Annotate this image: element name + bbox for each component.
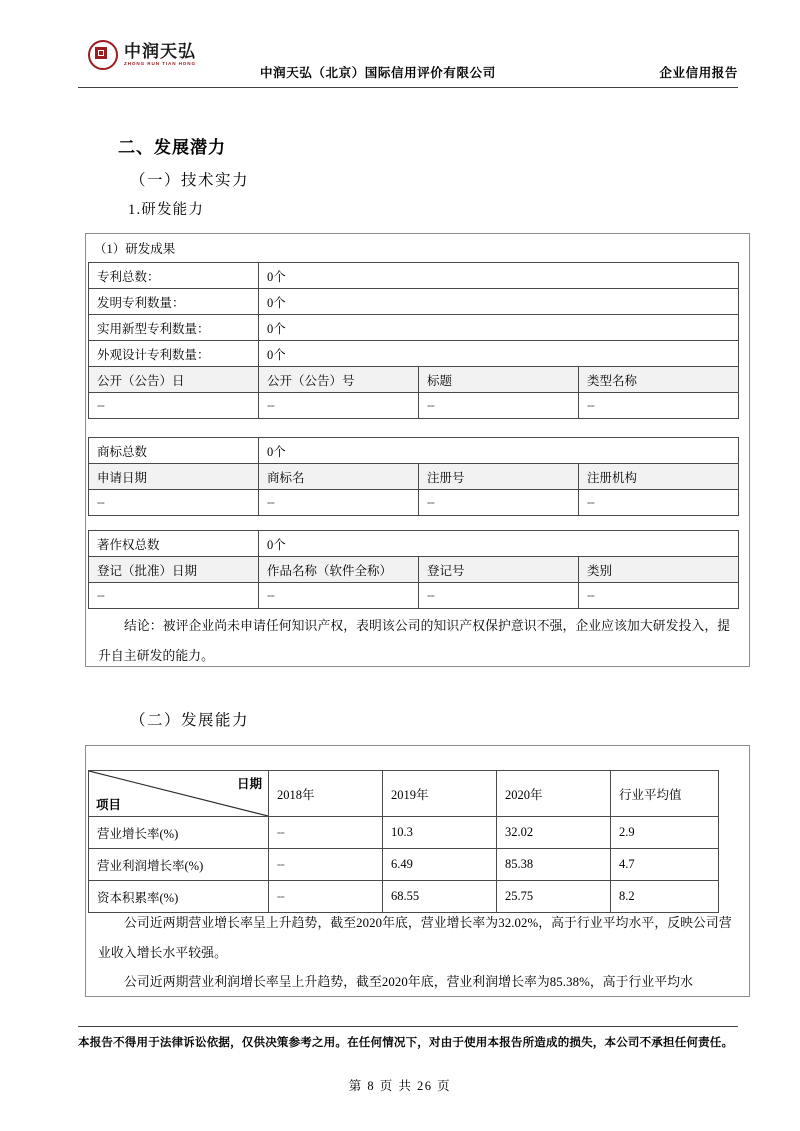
growth-capital-average: 8.2 [611, 881, 719, 913]
table-header-row [89, 771, 719, 817]
copyright-cell-category: -- [579, 583, 739, 609]
design-patent-label: 外观设计专利数量： [89, 341, 259, 367]
table-row [89, 438, 739, 464]
header-company-name: 中润天弘（北京）国际信用评价有限公司 [260, 66, 496, 80]
growth-corner-cell [89, 771, 269, 817]
seal-icon [88, 40, 118, 70]
table-row [89, 583, 739, 609]
trademark-cell-regagency: -- [579, 490, 739, 516]
patent-cell-title: -- [419, 393, 579, 419]
copyright-cell-regdate: -- [89, 583, 259, 609]
table-header-row [89, 367, 739, 393]
subsection-heading-growth: （二）发展能力 [130, 712, 250, 729]
trademark-col-regagency: 注册机构 [579, 464, 739, 490]
patent-col-pubdate: 公开（公告）日 [89, 367, 259, 393]
growth-row-capital-label: 资本积累率(%) [89, 881, 269, 913]
copyright-table [88, 530, 739, 609]
table-row [89, 817, 719, 849]
table-row [89, 393, 739, 419]
footer-disclaimer: 本报告不得用于法律诉讼依据，仅供决策参考之用。在任何情况下，对由于使用本报告所造成的损失，本公司不承担任何责任。 [78, 1037, 734, 1049]
table-header-row [89, 464, 739, 490]
trademark-total-value: 0个 [259, 438, 739, 464]
header-report-type: 企业信用报告 [659, 66, 738, 80]
table-row [89, 531, 739, 557]
table-row [89, 263, 739, 289]
table-row [89, 490, 739, 516]
utility-patent-label: 实用新型专利数量： [89, 315, 259, 341]
patent-col-pubnumber: 公开（公告）号 [259, 367, 419, 393]
patent-col-title: 标题 [419, 367, 579, 393]
growth-col-2018: 2018年 [269, 771, 383, 817]
logo-name-en: ZHONG RUN TIAN HONG [124, 61, 196, 67]
growth-profit-2019: 6.49 [383, 849, 497, 881]
copyright-cell-regnumber: -- [419, 583, 579, 609]
subsection-heading-technical: （一）技术实力 [130, 172, 250, 189]
table-row [89, 849, 719, 881]
trademark-cell-name: -- [259, 490, 419, 516]
footer-divider [78, 1026, 738, 1027]
copyright-col-regnumber: 登记号 [419, 557, 579, 583]
patent-cell-type: -- [579, 393, 739, 419]
trademark-cell-regnumber: -- [419, 490, 579, 516]
trademark-col-applydate: 申请日期 [89, 464, 259, 490]
table-row [89, 315, 739, 341]
copyright-cell-workname: -- [259, 583, 419, 609]
growth-col-industry-average: 行业平均值 [611, 771, 719, 817]
patent-col-type: 类型名称 [579, 367, 739, 393]
invention-patent-value: 0个 [259, 289, 739, 315]
growth-profit-2020: 85.38 [497, 849, 611, 881]
growth-col-2020: 2020年 [497, 771, 611, 817]
growth-capital-2020: 25.75 [497, 881, 611, 913]
rd-results-caption: （1）研发成果 [94, 242, 176, 256]
patent-total-label: 专利总数： [89, 263, 259, 289]
growth-corner-item-label: 项目 [96, 798, 122, 812]
page-header [78, 30, 738, 90]
growth-paragraph-profit: 公司近两期营业利润增长率呈上升趋势，截至2020年底，营业利润增长率为85.38%，高于行业平均水 [124, 975, 694, 989]
trademark-total-label: 商标总数 [89, 438, 259, 464]
growth-capital-2018: -- [269, 881, 383, 913]
copyright-total-label: 著作权总数 [89, 531, 259, 557]
trademark-col-regnumber: 注册号 [419, 464, 579, 490]
patent-cell-pubdate: -- [89, 393, 259, 419]
trademark-cell-applydate: -- [89, 490, 259, 516]
invention-patent-label: 发明专利数量： [89, 289, 259, 315]
design-patent-value: 0个 [259, 341, 739, 367]
patent-total-value: 0个 [259, 263, 739, 289]
growth-row-profit-label: 营业利润增长率(%) [89, 849, 269, 881]
ip-conclusion-text: 结论：被评企业尚未申请任何知识产权，表明该公司的知识产权保护意识不强，企业应该加大研发投入，提升自主研发的能力。 [98, 619, 731, 663]
patent-table [88, 262, 739, 419]
header-divider [78, 87, 738, 88]
growth-revenue-2018: -- [269, 817, 383, 849]
logo-text [124, 43, 196, 67]
page-number: 第 8 页 共 26 页 [348, 1079, 452, 1093]
table-row [89, 341, 739, 367]
copyright-col-workname: 作品名称（软件全称） [259, 557, 419, 583]
table-row [89, 289, 739, 315]
section-heading: 二、发展潜力 [118, 138, 226, 157]
growth-col-2019: 2019年 [383, 771, 497, 817]
item-heading-rd: 1.研发能力 [128, 202, 205, 218]
growth-paragraph-revenue: 公司近两期营业增长率呈上升趋势，截至2020年底，营业增长率为32.02%，高于行业平均水平，反映公司营业收入增长水平较强。 [98, 916, 732, 960]
growth-profit-2018: -- [269, 849, 383, 881]
copyright-col-category: 类别 [579, 557, 739, 583]
growth-revenue-2019: 10.3 [383, 817, 497, 849]
growth-capital-2019: 68.55 [383, 881, 497, 913]
utility-patent-value: 0个 [259, 315, 739, 341]
trademark-col-name: 商标名 [259, 464, 419, 490]
copyright-total-value: 0个 [259, 531, 739, 557]
growth-revenue-average: 2.9 [611, 817, 719, 849]
trademark-table [88, 437, 739, 516]
logo-name-cn: 中润天弘 [124, 42, 196, 62]
growth-row-revenue-label: 营业增长率(%) [89, 817, 269, 849]
growth-corner-date-label: 日期 [236, 777, 262, 791]
copyright-col-regdate: 登记（批准）日期 [89, 557, 259, 583]
growth-revenue-2020: 32.02 [497, 817, 611, 849]
growth-profit-average: 4.7 [611, 849, 719, 881]
growth-table [88, 770, 719, 913]
company-logo [88, 40, 196, 70]
table-header-row [89, 557, 739, 583]
patent-cell-pubnumber: -- [259, 393, 419, 419]
